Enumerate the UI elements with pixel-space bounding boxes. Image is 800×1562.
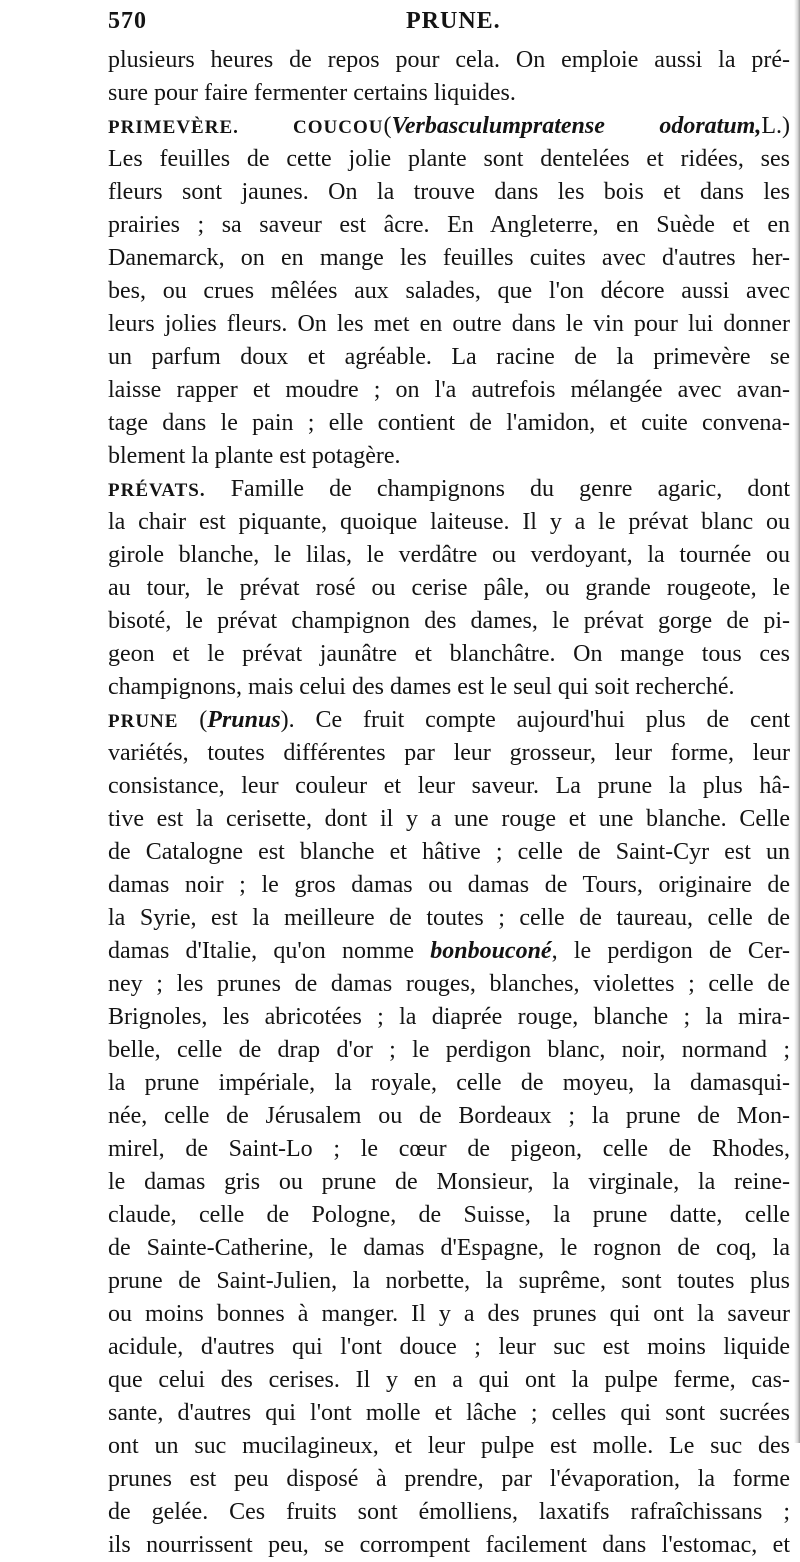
text-line: la chair est piquante, quoique laiteuse. Il y a le prévat blanc ou xyxy=(108,509,790,535)
text-line: belle, celle de drap d'or ; le perdigon blanc, noir, normand ; xyxy=(108,1037,790,1063)
text-line: ont un suc mucilagineux, et leur pulpe est molle. Le suc des xyxy=(108,1433,790,1459)
text-line: consistance, leur couleur et leur saveur. La prune la plus hâ- xyxy=(108,773,790,799)
running-head xyxy=(108,8,788,42)
text-line: girole blanche, le lilas, le verdâtre ou verdoyant, la tournée ou xyxy=(108,542,790,568)
latin-name: Prunus xyxy=(207,707,281,733)
text-line: mirel, de Saint-Lo ; le cœur de pigeon, celle de Rhodes, xyxy=(108,1136,790,1162)
text-line: Danemarck, on en mange les feuilles cuites avec d'autres her- xyxy=(108,245,790,271)
entry-headword: PRUNE xyxy=(108,711,179,732)
text-line: la prune impériale, la royale, celle de moyeu, la damasqui- xyxy=(108,1070,790,1096)
text-segment: ( xyxy=(178,707,208,733)
text-line: ils nourrissent peu, se corrompent facilement dans l'estomac, et xyxy=(108,1532,790,1558)
entry-headword: PRIMEVÈRE. COUCOU xyxy=(108,117,384,138)
entry-headword: PRÉVATS. xyxy=(108,480,206,501)
text-line: bisoté, le prévat champignon des dames, le prévat gorge de pi- xyxy=(108,608,790,634)
text-segment: damas d'Italie, qu'on nomme xyxy=(108,938,431,964)
text-line: tive est la cerisette, dont il y a une rouge et une blanche. Celle xyxy=(108,806,790,832)
text-line: Les feuilles de cette jolie plante sont dentelées et ridées, ses xyxy=(108,146,790,172)
text-line: damas noir ; le gros damas ou damas de Tours, originaire de xyxy=(108,872,790,898)
text-line: ney ; les prunes de damas rouges, blanches, violettes ; celle de xyxy=(108,971,790,997)
text-line: prune de Saint-Julien, la norbette, la suprême, sont toutes plus xyxy=(108,1268,790,1294)
text-line: prairies ; sa saveur est âcre. En Angleterre, en Suède et en xyxy=(108,212,790,238)
text-line: geon et le prévat jaunâtre et blanchâtre. On mange tous ces xyxy=(108,641,790,667)
text-line: sante, d'autres qui l'ont molle et lâche ; celles qui sont sucrées xyxy=(108,1400,790,1426)
text-line: leurs jolies fleurs. On les met en outre dans le vin pour lui donner xyxy=(108,311,790,337)
text-line: un parfum doux et agréable. La racine de la primevère se xyxy=(108,344,790,370)
text-line: tage dans le pain ; elle contient de l'amidon, et cuite convena- xyxy=(108,410,790,436)
text-line: claude, celle de Pologne, de Suisse, la prune datte, celle xyxy=(108,1202,790,1228)
text-line: bes, ou crues mêlées aux salades, que l'on décore aussi avec xyxy=(108,278,790,304)
text-line: plusieurs heures de repos pour cela. On emploie aussi la pré- xyxy=(108,47,790,73)
text-segment: ( xyxy=(383,113,392,139)
text-line: laisse rapper et moudre ; on l'a autrefois mélangée avec avan- xyxy=(108,377,790,403)
running-title: PRUNE. xyxy=(406,8,501,34)
body-text xyxy=(108,44,790,1562)
text-line: fleurs sont jaunes. On la trouve dans les bois et dans les xyxy=(108,179,790,205)
latin-name: Verbasculumpratense odoratum, xyxy=(391,113,762,139)
text-line: la Syrie, est la meilleure de toutes ; celle de taureau, celle de xyxy=(108,905,790,931)
text-segment: ). Ce fruit compte aujourd'hui plus de cent xyxy=(280,707,790,733)
text-segment: , le perdigon de Cer- xyxy=(551,938,790,964)
text-line: Brignoles, les abricotées ; la diaprée rouge, blanche ; la mira- xyxy=(108,1004,790,1030)
latin-name: bonbouconé xyxy=(430,938,552,964)
text-line: au tour, le prévat rosé ou cerise pâle, ou grande rougeote, le xyxy=(108,575,790,601)
text-line xyxy=(108,704,790,737)
text-line: prunes est peu disposé à prendre, par l'évaporation, la forme xyxy=(108,1466,790,1492)
text-line: que celui des cerises. Il y en a qui ont la pulpe ferme, cas- xyxy=(108,1367,790,1393)
text-line: blement la plante est potagère. xyxy=(108,443,401,469)
page-edge-shadow xyxy=(794,0,800,1443)
text-line: ou moins bonnes à manger. Il y a des prunes qui ont la saveur xyxy=(108,1301,790,1327)
page-number: 570 xyxy=(108,8,147,34)
text-line: de gelée. Ces fruits sont émolliens, laxatifs rafraîchissans ; xyxy=(108,1499,790,1525)
text-line: le damas gris ou prune de Monsieur, la virginale, la reine- xyxy=(108,1169,790,1195)
text-line: de Catalogne est blanche et hâtive ; celle de Saint-Cyr est un xyxy=(108,839,790,865)
text-segment: L.) xyxy=(761,113,791,139)
text-line: sure pour faire fermenter certains liquides. xyxy=(108,80,516,106)
text-line xyxy=(108,935,790,968)
text-line xyxy=(108,473,790,506)
text-line: née, celle de Jérusalem ou de Bordeaux ; la prune de Mon- xyxy=(108,1103,790,1129)
text-line: de Sainte-Catherine, le damas d'Espagne, le rognon de coq, la xyxy=(108,1235,790,1261)
text-line xyxy=(108,110,790,143)
text-segment: Famille de champignons du genre agaric, dont xyxy=(205,476,790,502)
text-line: champignons, mais celui des dames est le seul qui soit recherché. xyxy=(108,674,735,700)
text-line: acidule, d'autres qui l'ont douce ; leur suc est moins liquide xyxy=(108,1334,790,1360)
text-line: variétés, toutes différentes par leur grosseur, leur forme, leur xyxy=(108,740,790,766)
